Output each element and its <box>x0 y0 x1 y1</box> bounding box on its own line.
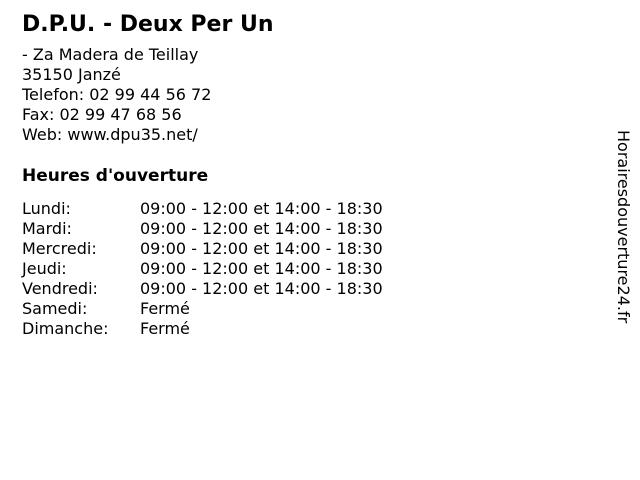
hours-row-sunday <box>22 319 383 339</box>
hours-row-wednesday <box>22 239 383 259</box>
day-hours: 09:00 - 12:00 et 14:00 - 18:30 <box>140 199 383 218</box>
day-label: Lundi: <box>22 199 71 218</box>
day-hours: 09:00 - 12:00 et 14:00 - 18:30 <box>140 219 383 238</box>
day-hours: Fermé <box>140 319 190 338</box>
day-label: Dimanche: <box>22 319 109 338</box>
address-line-2: 35150 Janzé <box>22 65 121 84</box>
business-info <box>22 11 383 339</box>
hours-row-saturday <box>22 299 383 319</box>
fax-line: Fax: 02 99 47 68 56 <box>22 105 182 124</box>
web-line: Web: www.dpu35.net/ <box>22 125 198 144</box>
page-title: D.P.U. - Deux Per Un <box>22 12 274 37</box>
hours-row-tuesday <box>22 219 383 239</box>
watermark-vertical-text: Horairesdouverture24.fr <box>614 130 633 324</box>
day-label: Vendredi: <box>22 279 98 298</box>
day-hours: 09:00 - 12:00 et 14:00 - 18:30 <box>140 279 383 298</box>
day-label: Mercredi: <box>22 239 97 258</box>
hours-row-monday <box>22 199 383 219</box>
day-label: Mardi: <box>22 219 72 238</box>
day-hours: Fermé <box>140 299 190 318</box>
opening-hours-heading: Heures d'ouverture <box>22 166 209 186</box>
day-hours: 09:00 - 12:00 et 14:00 - 18:30 <box>140 259 383 278</box>
address-block <box>22 45 383 145</box>
address-line-1: - Za Madera de Teillay <box>22 45 199 64</box>
phone-line: Telefon: 02 99 44 56 72 <box>22 85 212 104</box>
day-hours: 09:00 - 12:00 et 14:00 - 18:30 <box>140 239 383 258</box>
hours-row-thursday <box>22 259 383 279</box>
day-label: Jeudi: <box>22 259 67 278</box>
hours-row-friday <box>22 279 383 299</box>
day-label: Samedi: <box>22 299 88 318</box>
opening-hours-table <box>22 199 383 339</box>
